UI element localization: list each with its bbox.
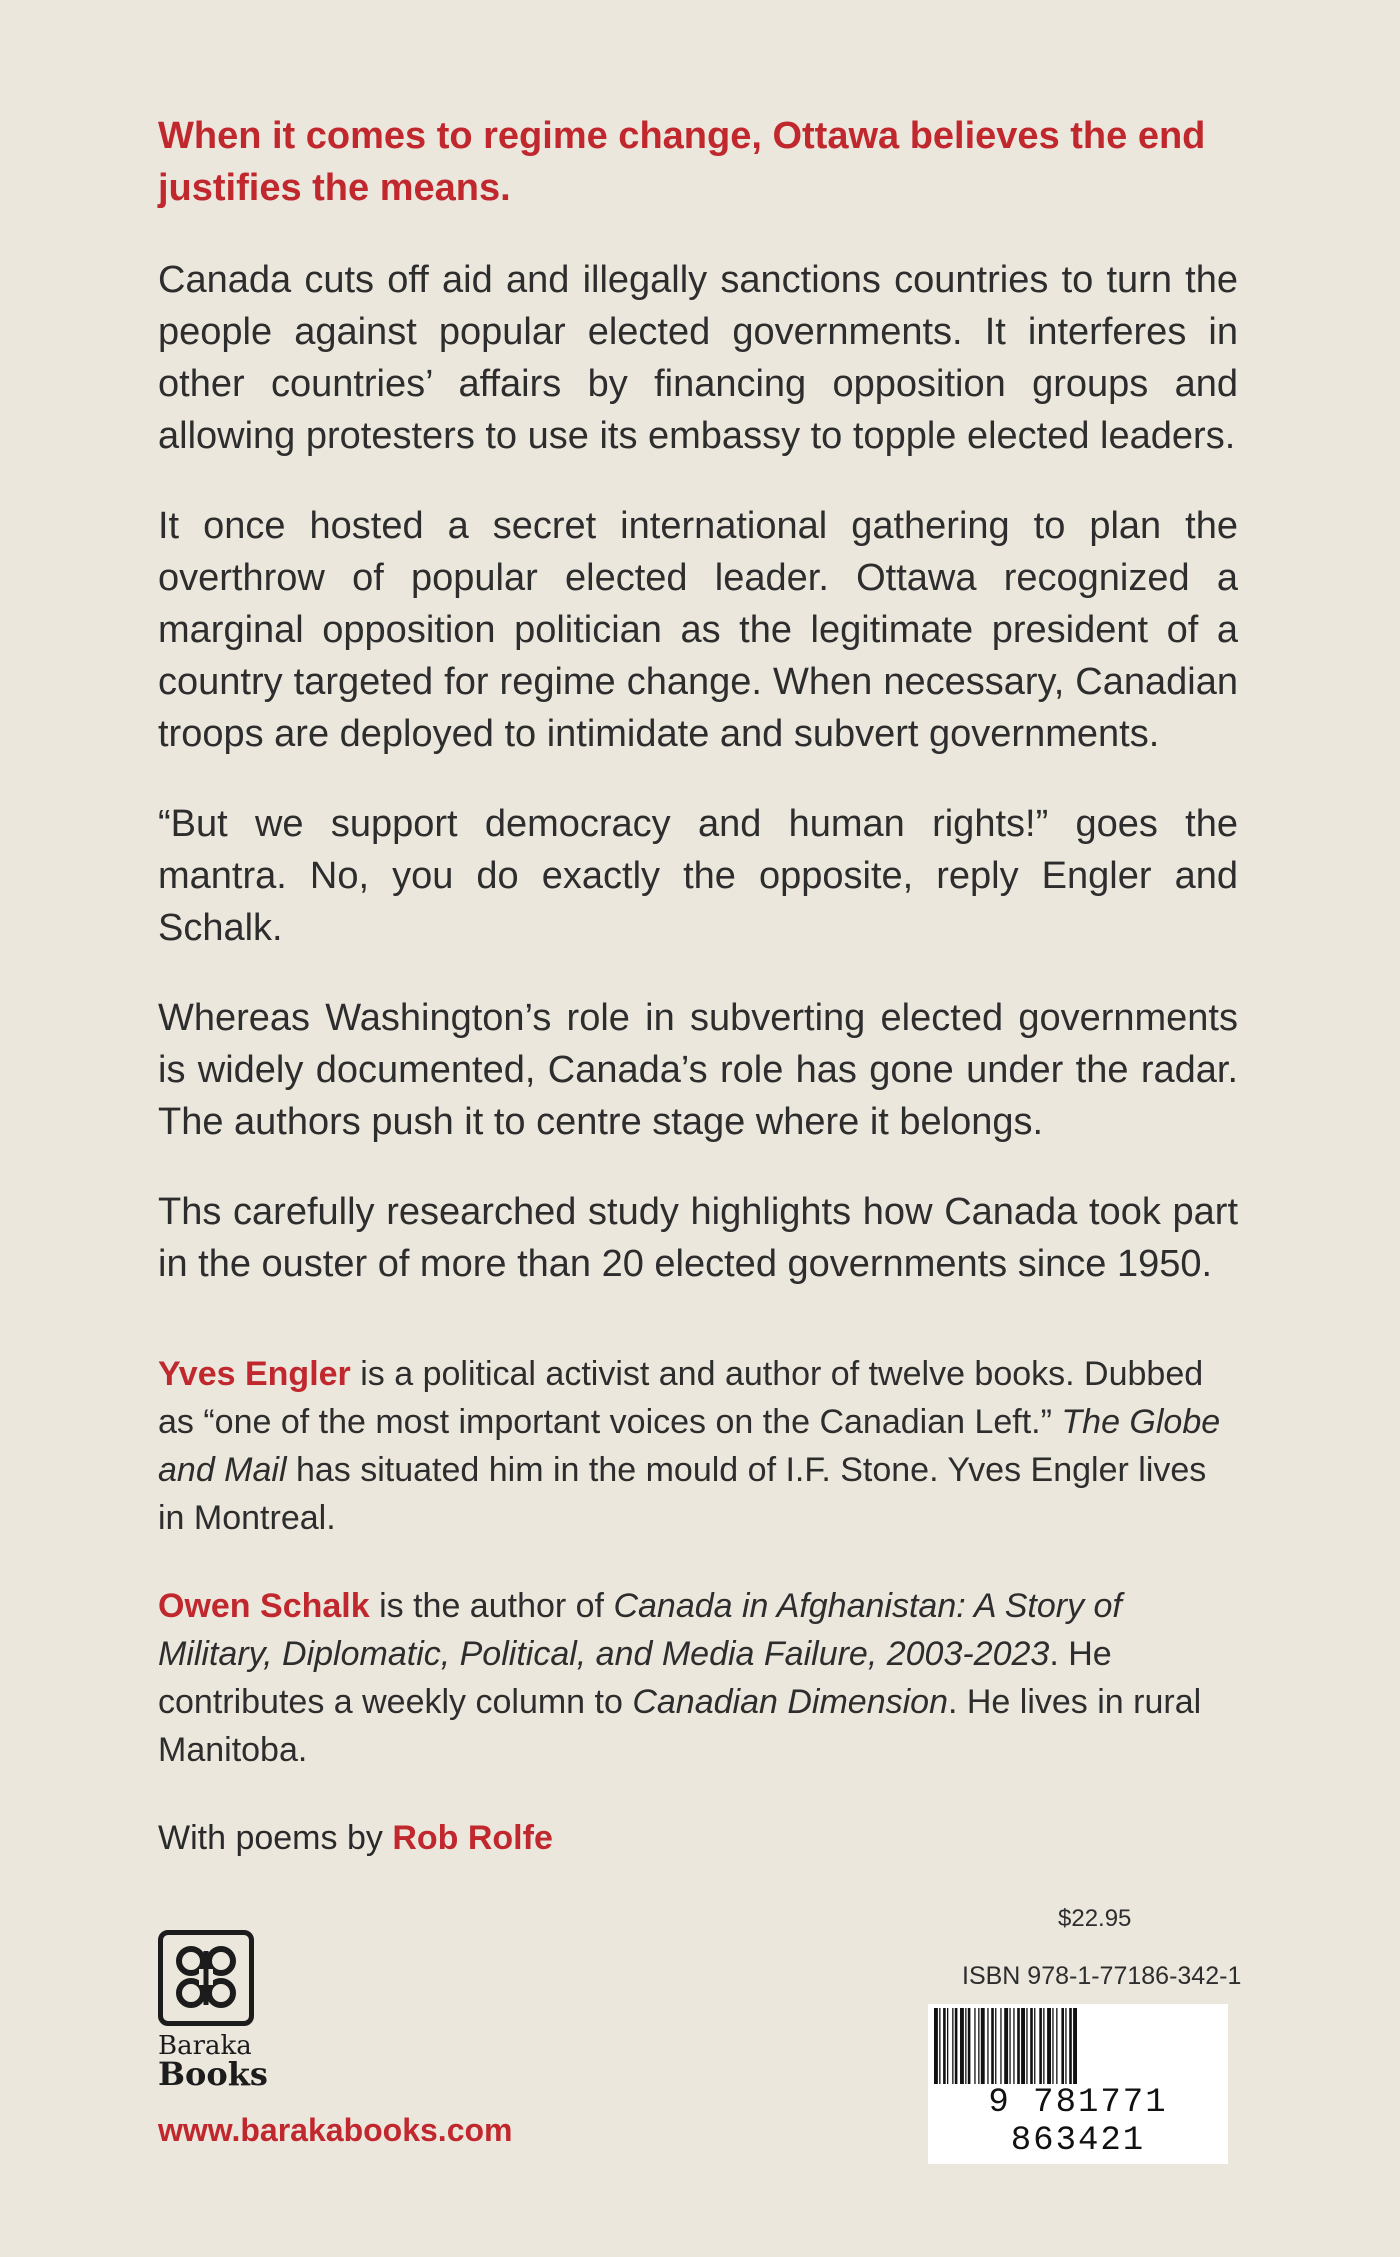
poet-name: Rob Rolfe <box>392 1819 553 1857</box>
paragraph-1: Canada cuts off aid and illegally sanctions countries to turn the people against popular elected governments. It interferes in other countries’ affairs by financing opposition groups and allowing protesters to use its embassy to topple elected leaders. <box>158 259 1238 457</box>
bio-engler-source: The Globe and Mail <box>158 1403 1221 1489</box>
isbn: ISBN 978-1-77186-342-1 <box>962 1962 1242 1990</box>
poems-credit <box>158 1814 1238 1862</box>
paragraph-4: Whereas Washington’s role in subverting elected governments is widely documented, Canada’s role has gone under the radar. The authors push it to centre stage where it belongs. <box>158 997 1238 1143</box>
bio-schalk-text3: . He lives in rural Manitoba. <box>158 1683 1202 1769</box>
paragraph-3: “But we support democracy and human rights!” goes the mantra. No, you do exactly the opposite, reply Engler and Schalk. <box>158 803 1238 949</box>
bio-engler-text2: has situated him in the mould of I.F. Stone. Yves Engler lives in Montreal. <box>158 1451 1207 1537</box>
bio-engler-text1: is a political activist and author of twelve books. Dubbed as “one of the most important voices on the Canadian Left.” <box>158 1355 1204 1441</box>
back-cover-text <box>158 110 1238 1862</box>
barcode <box>928 2004 1228 2164</box>
poems-prefix: With poems by <box>158 1819 393 1857</box>
publisher-name-line2: Books <box>158 2055 268 2093</box>
headline: When it comes to regime change, Ottawa believes the end justifies the means. <box>158 115 1206 209</box>
baraka-books-logo-icon <box>158 1930 254 2026</box>
bio-schalk-text1: is the author of <box>369 1587 614 1625</box>
publisher-website: www.barakabooks.com <box>158 2112 513 2148</box>
bio-schalk <box>158 1582 1238 1774</box>
publisher-logo <box>158 1930 268 2093</box>
author-name-engler: Yves Engler <box>158 1355 351 1393</box>
paragraph-2: It once hosted a secret international gathering to plan the overthrow of popular elected leader. Ottawa recognized a marginal opposition politician as the legitimate president of a country targeted for regime change. When necessary, Canadian troops are deployed to intimidate and subvert governments. <box>158 505 1238 755</box>
bio-schalk-text2: . He contributes a weekly column to <box>158 1635 1112 1721</box>
price: $22.95 <box>1058 1905 1132 1932</box>
bio-schalk-magazine: Canadian Dimension <box>632 1683 948 1721</box>
author-name-schalk: Owen Schalk <box>158 1587 370 1625</box>
bio-engler <box>158 1350 1238 1542</box>
barcode-number: 9 781771 863421 <box>928 2084 1228 2160</box>
publisher-name-line1: Baraka <box>158 2031 252 2061</box>
paragraph-5: Ths carefully researched study highlights how Canada took part in the ouster of more than 20 elected governments since 1950. <box>158 1191 1238 1285</box>
author-bios <box>158 1350 1238 1862</box>
publisher-name <box>158 2031 268 2093</box>
bio-schalk-book: Canada in Afghanistan: A Story of Military, Diplomatic, Political, and Media Failure, 2003-2023 <box>158 1587 1122 1673</box>
